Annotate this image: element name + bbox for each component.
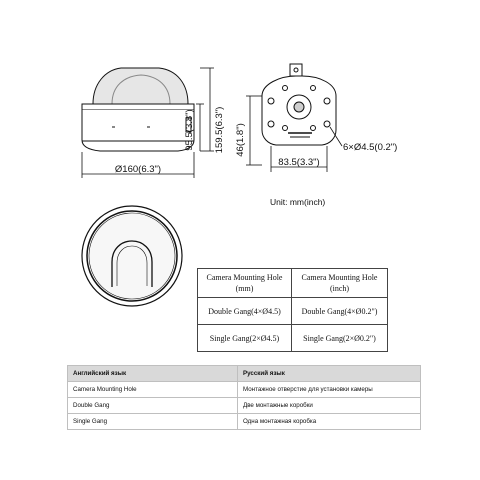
translation-row bbox=[68, 382, 421, 398]
camera-side-view bbox=[82, 68, 194, 151]
mount-height-dimension bbox=[246, 96, 262, 165]
translation-row bbox=[68, 398, 421, 414]
spec-row-single-gang bbox=[198, 325, 388, 352]
translation-cell-english: Double Gang bbox=[68, 398, 238, 414]
translation-header bbox=[68, 366, 421, 382]
translation-row bbox=[68, 414, 421, 430]
spec-row-double-gang bbox=[198, 298, 388, 325]
translation-cell-english: Single Gang bbox=[68, 414, 238, 430]
dim-mount-width: 83.5(3.3") bbox=[278, 157, 320, 168]
mounting-hole-table bbox=[197, 268, 388, 352]
dim-height-total: 159.5(6.3") bbox=[214, 106, 225, 154]
unit-label: Unit: mm(inch) bbox=[270, 197, 326, 207]
spec-cell: Double Gang(4×Ø4.5) bbox=[198, 298, 292, 325]
translation-header-english: Английский язык bbox=[68, 366, 238, 382]
spec-table-header bbox=[198, 269, 388, 298]
dim-holes: 6×Ø4.5(0.2") bbox=[343, 142, 398, 153]
dim-mount-height: 46(1.8") bbox=[235, 123, 246, 157]
translation-cell-russian: Одна монтажная коробка bbox=[238, 414, 421, 430]
mount-bracket-view bbox=[262, 64, 336, 145]
translation-cell-russian: Монтажное отверстие для установки камеры bbox=[238, 382, 421, 398]
translation-cell-russian: Две монтажные коробки bbox=[238, 398, 421, 414]
translation-table bbox=[67, 365, 421, 430]
dim-height-lower: 95.5(3.8") bbox=[184, 109, 195, 151]
translation-header-russian: Русский язык bbox=[238, 366, 421, 382]
spec-cell: Double Gang(4×Ø0.2") bbox=[292, 298, 388, 325]
translation-cell-english: Camera Mounting Hole bbox=[68, 382, 238, 398]
dim-diameter: Ø160(6.3") bbox=[114, 164, 162, 175]
spec-header-inch: Camera Mounting Hole (inch) bbox=[292, 269, 388, 298]
spec-cell: Single Gang(2×Ø0.2") bbox=[292, 325, 388, 352]
spec-header-mm: Camera Mounting Hole (mm) bbox=[198, 269, 292, 298]
camera-top-view bbox=[82, 206, 182, 306]
height-dimensions bbox=[196, 68, 214, 151]
spec-cell: Single Gang(2×Ø4.5) bbox=[198, 325, 292, 352]
